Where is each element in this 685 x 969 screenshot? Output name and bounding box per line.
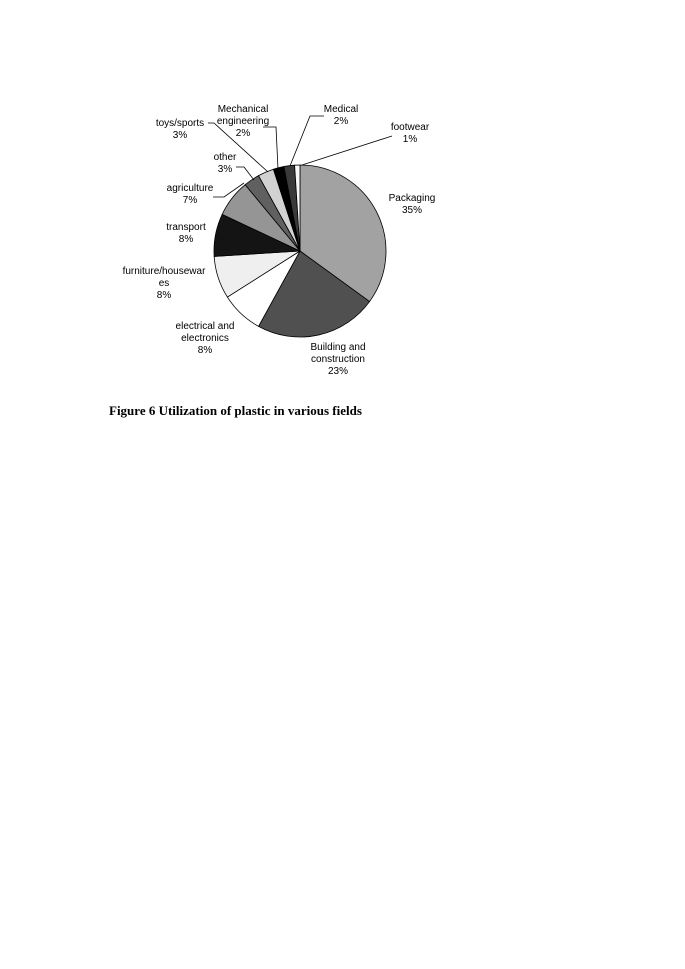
slice-label-line: 3%: [172, 130, 188, 141]
slice-label: [176, 321, 235, 356]
slice-label: [167, 183, 214, 206]
slice-label: [391, 122, 430, 145]
slice-label-line: 1%: [402, 134, 418, 145]
label-leader-line: [236, 167, 254, 180]
pie-chart: [0, 0, 685, 420]
slice-label-line: other: [213, 152, 237, 163]
slice-label-line: 23%: [327, 366, 349, 377]
slice-label-line: 7%: [182, 195, 198, 206]
slice-label-line: 3%: [217, 164, 233, 175]
label-leader-line: [263, 127, 278, 169]
slice-label-line: Mechanical: [217, 104, 269, 115]
slice-label-line: 8%: [178, 234, 194, 245]
figure-caption: Figure 6 Utilization of plastic in various fields: [109, 403, 362, 418]
slice-label: [214, 152, 237, 175]
slice-label: [166, 222, 206, 245]
slice-label-line: construction: [311, 354, 365, 365]
slice-label-line: toys/sports: [155, 118, 205, 129]
slice-label-line: agriculture: [166, 183, 214, 194]
slice-label: [123, 266, 206, 301]
slice-label: [156, 118, 204, 141]
slice-label-line: 2%: [333, 116, 349, 127]
slice-label: [310, 342, 365, 377]
slice-label: [217, 104, 269, 139]
slice-label-line: furniture/housewar: [122, 266, 206, 277]
slice-label-line: electrical and: [175, 321, 235, 332]
slice-label-line: electronics: [181, 333, 229, 344]
label-leader-line: [302, 136, 392, 165]
slice-label-line: transport: [166, 222, 206, 233]
slice-label-line: Building and: [310, 342, 366, 353]
slice-label: [324, 104, 358, 127]
slice-label-line: 8%: [156, 290, 172, 301]
slice-label-line: Packaging: [388, 193, 436, 204]
slice-label: [389, 193, 436, 216]
slice-label-line: engineering: [216, 116, 270, 127]
slice-label-line: 35%: [401, 205, 423, 216]
slice-label-line: footwear: [390, 122, 430, 133]
slice-label-line: 2%: [235, 128, 251, 139]
slice-label-line: Medical: [323, 104, 359, 115]
label-leader-line: [290, 116, 324, 166]
slice-label-line: es: [158, 278, 170, 289]
slice-label-line: 8%: [197, 345, 213, 356]
